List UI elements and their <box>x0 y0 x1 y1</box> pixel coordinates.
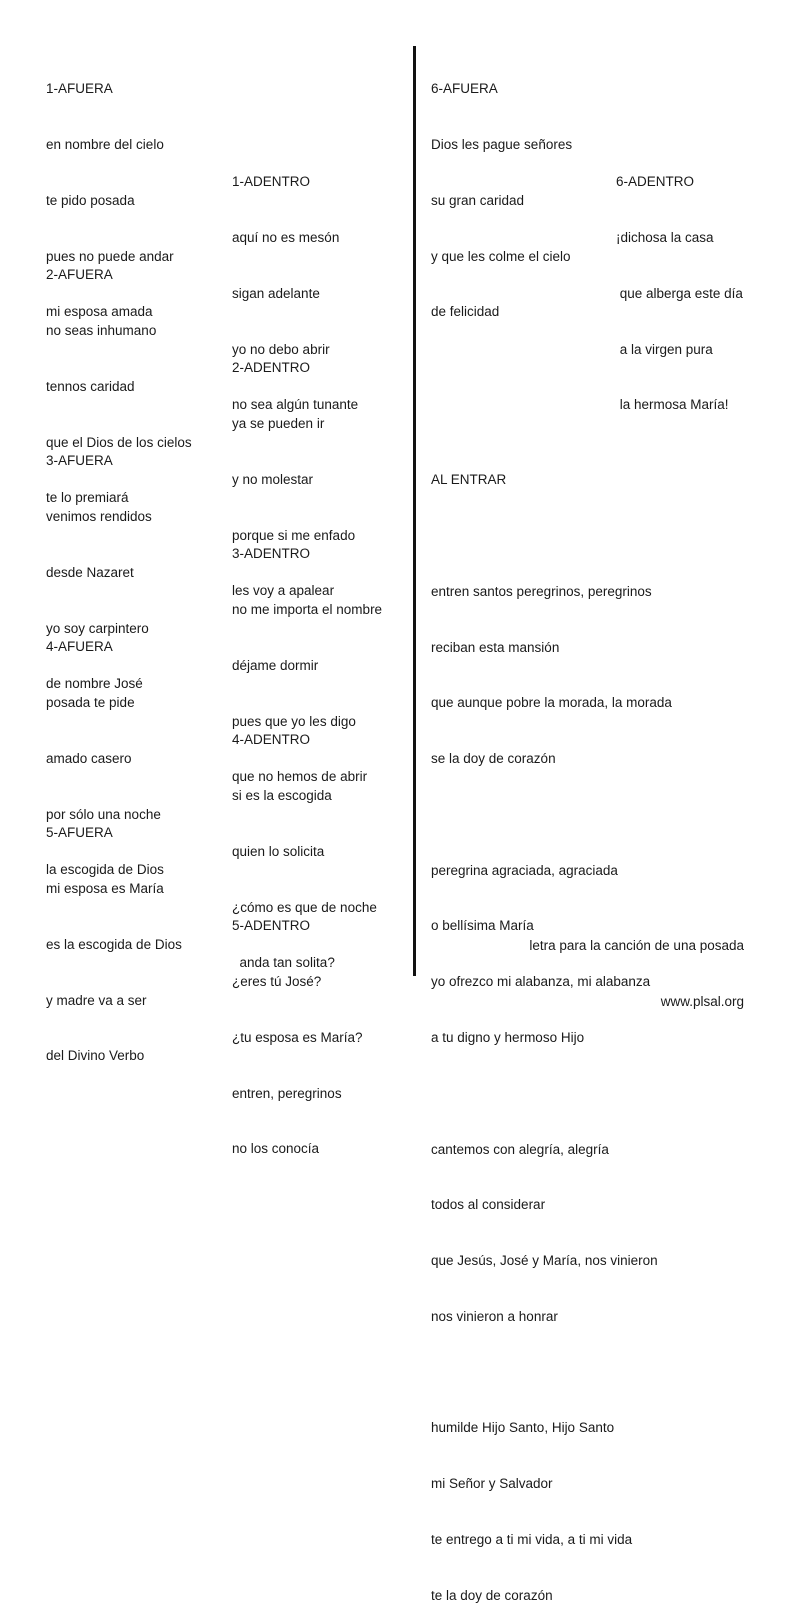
stanza-line: mi esposa es María <box>46 880 164 896</box>
stanza-6-adentro <box>616 136 743 434</box>
section-title: AL ENTRAR <box>431 472 507 488</box>
stanza-line: pues no puede andar <box>46 248 174 264</box>
stanza-line: del Divino Verbo <box>46 1048 145 1064</box>
stanza-line: y que les colme el cielo <box>431 248 571 264</box>
stanza-line: te la doy de corazón <box>431 1587 553 1603</box>
footer <box>529 900 744 1030</box>
stanza-line: reciban esta mansión <box>431 639 560 655</box>
stanza-title: 1-ADENTRO <box>232 174 311 190</box>
stanza-line: no me importa el nombre <box>232 601 383 617</box>
stanza-line: que Jesús, José y María, nos vinieron <box>431 1253 658 1269</box>
stanza-5-adentro <box>232 880 363 1178</box>
stanza-line: no los conocía <box>232 1141 320 1157</box>
column-divider <box>413 46 416 976</box>
stanza-line: de nombre José <box>46 676 143 692</box>
stanza-line: desde Nazaret <box>46 564 134 580</box>
stanza-line: amado casero <box>46 750 132 766</box>
stanza-line: que no hemos de abrir <box>232 769 368 785</box>
stanza-line: se la doy de corazón <box>431 751 556 767</box>
stanza-line: de felicidad <box>431 304 500 320</box>
stanza-title: 5-ADENTRO <box>232 918 311 934</box>
stanza-line: a la virgen pura <box>616 341 713 357</box>
stanza-5-afuera <box>46 787 182 1085</box>
stanza-line: en nombre del cielo <box>46 136 164 152</box>
stanza-title: 6-AFUERA <box>431 81 498 97</box>
stanza-title: 1-AFUERA <box>46 81 113 97</box>
blank-line <box>431 806 672 825</box>
stanza-line: y no molestar <box>232 471 314 487</box>
stanza-line: que el Dios de los cielos <box>46 434 192 450</box>
stanza-line: mi Señor y Salvador <box>431 1476 553 1492</box>
stanza-line: que aunque pobre la morada, la morada <box>431 695 672 711</box>
stanza-title: 3-AFUERA <box>46 453 113 469</box>
stanza-line: tennos caridad <box>46 378 135 394</box>
stanza-line: anda tan solita? <box>232 955 335 971</box>
stanza-line: ¿cómo es que de noche <box>232 899 377 915</box>
stanza-line: humilde Hijo Santo, Hijo Santo <box>431 1420 615 1436</box>
stanza-line: cantemos con alegría, alegría <box>431 1141 609 1157</box>
stanza-line: y madre va a ser <box>46 992 147 1008</box>
stanza-line: yo soy carpintero <box>46 620 149 636</box>
footer-caption: letra para la canción de una posada <box>529 938 744 954</box>
stanza-line: te lo premiará <box>46 490 129 506</box>
stanza-line: su gran caridad <box>431 192 525 208</box>
stanza-title: 2-ADENTRO <box>232 360 311 376</box>
stanza-line: te entrego a ti mi vida, a ti mi vida <box>431 1532 633 1548</box>
blank-line <box>431 1085 672 1104</box>
stanza-line: que alberga este día <box>616 285 743 301</box>
stanza-line: entren, peregrinos <box>232 1085 342 1101</box>
stanza-line: ¿eres tú José? <box>232 973 322 989</box>
stanza-line: quien lo solicita <box>232 843 325 859</box>
stanza-line: Dios les pague señores <box>431 136 573 152</box>
stanza-line: ¿tu esposa es María? <box>232 1029 363 1045</box>
footer-url: www.plsal.org <box>660 993 744 1009</box>
stanza-line: aquí no es mesón <box>232 229 340 245</box>
stanza-line: déjame dormir <box>232 657 319 673</box>
stanza-6-afuera <box>431 43 572 341</box>
stanza-line: es la escogida de Dios <box>46 936 182 952</box>
stanza-line: peregrina agraciada, agraciada <box>431 862 618 878</box>
stanza-title: 5-AFUERA <box>46 825 113 841</box>
stanza-line: yo no debo abrir <box>232 341 330 357</box>
stanza-title: 4-AFUERA <box>46 639 113 655</box>
stanza-line: la escogida de Dios <box>46 862 164 878</box>
stanza-line: la hermosa María! <box>616 397 729 413</box>
stanza-line: todos al considerar <box>431 1197 546 1213</box>
stanza-line: o bellísima María <box>431 918 534 934</box>
stanza-line: a tu digno y hermoso Hijo <box>431 1030 585 1045</box>
stanza-line: ya se pueden ir <box>232 415 325 431</box>
stanza-title: 6-ADENTRO <box>616 174 695 190</box>
stanza-line: sigan adelante <box>232 285 320 301</box>
blank-line <box>431 527 672 546</box>
stanza-title: 4-ADENTRO <box>232 732 311 748</box>
stanza-line: venimos rendidos <box>46 508 152 524</box>
stanza-line: no seas inhumano <box>46 322 157 338</box>
stanza-line: nos vinieron a honrar <box>431 1308 558 1324</box>
stanza-line: mi esposa amada <box>46 304 153 320</box>
stanza-line: si es la escogida <box>232 787 332 803</box>
stanza-title: 3-ADENTRO <box>232 546 311 562</box>
stanza-line: posada te pide <box>46 694 135 710</box>
stanza-line: te pido posada <box>46 192 135 208</box>
stanza-line: por sólo una noche <box>46 806 161 822</box>
stanza-line: ¡dichosa la casa <box>616 229 714 245</box>
stanza-title: 2-AFUERA <box>46 267 113 283</box>
stanza-line: yo ofrezco mi alabanza, mi alabanza <box>431 974 651 990</box>
stanza-line: porque si me enfado <box>232 527 356 543</box>
blank-line <box>431 1364 672 1383</box>
stanza-line: les voy a apalear <box>232 583 335 599</box>
stanza-line: no sea algún tunante <box>232 397 359 413</box>
stanza-line: pues que yo les digo <box>232 713 356 729</box>
stanza-line: entren santos peregrinos, peregrinos <box>431 583 652 599</box>
